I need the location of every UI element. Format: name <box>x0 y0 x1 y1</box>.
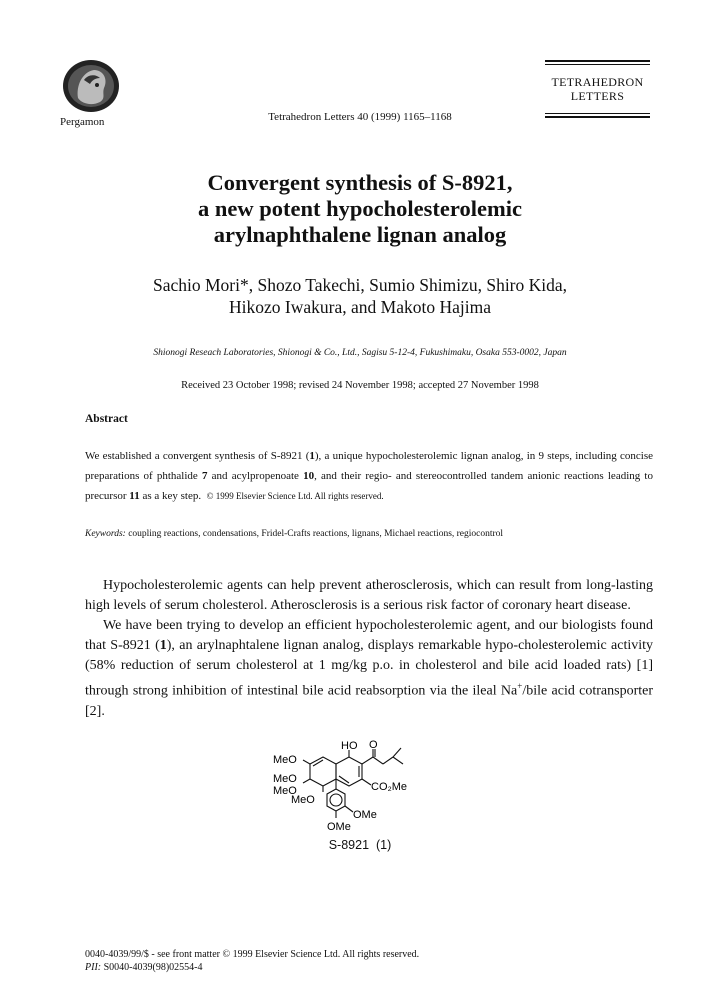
compound-number: (1) <box>375 838 392 852</box>
label-ome: OMe <box>327 821 351 833</box>
authors-line: Sachio Mori*, Shozo Takechi, Sumio Shimizu, Shiro Kida, <box>152 275 568 295</box>
received-dates: Received 23 October 1998; revised 24 November 1998; accepted 27 November 1998 <box>181 380 539 391</box>
journal-name-line1: TETRAHEDRON <box>551 75 644 89</box>
paragraph: We have been trying to develop an efficient hypocholesterolemic agent, and our biologists found that S-8921 (1), an arylnaphtalene lignan analog, displays remarkable hypo-cholesterolemic activity (58% reduction of serum cholesterol at 1 mg/kg p.o. in cholesterol and bile acid loaded rats) [1] through strong inhibition of intestinal bile acid reabsorption via the ileal Na+/bile acid cotransporter [2]. <box>85 618 653 719</box>
body-text <box>85 576 653 722</box>
journal-reference: Tetrahedron Letters 40 (1999) 1165–1168 <box>268 111 452 123</box>
pergamon-logo-icon <box>60 58 122 114</box>
label-meo: MeO <box>273 754 297 766</box>
compound-name: S-8921 <box>328 838 370 852</box>
label-co2me: CO₂Me <box>371 781 408 793</box>
label-o: O <box>369 739 378 751</box>
author-list <box>0 274 720 318</box>
label-meo: MeO <box>273 785 297 797</box>
structure-caption <box>0 838 720 852</box>
label-ome: OMe <box>353 809 377 821</box>
pii-value: S0040-4039(98)02554-4 <box>103 962 203 973</box>
keywords-text: coupling reactions, condensations, Fridel-Crafts reactions, lignans, Michael reactions, regiocontrol <box>128 529 504 539</box>
publisher-name: Pergamon <box>60 116 105 128</box>
footer-copyright: 0040-4039/99/$ - see front matter © 1999 Elsevier Science Ltd. All rights reserved. <box>85 949 420 960</box>
abstract-text: We established a convergent synthesis of S-8921 (1), a unique hypocholesterolemic lignan analog, in 9 steps, including concise preparations of phthalide 7 and acylpropenoate 10, and their regio- and stereocontrolled tandem anionic reactions leading to precursor 11 as a key step. © 1999 Elsevier Science Ltd. All rights reserved. <box>85 450 653 502</box>
authors-line: Hikozo Iwakura, and Makoto Hajima <box>229 297 491 317</box>
journal-name-line2: LETTERS <box>570 89 625 103</box>
title-line: a new potent hypocholesterolemic <box>198 196 522 221</box>
footer-pii <box>85 962 203 973</box>
article-title <box>0 170 720 248</box>
abstract-copyright: © 1999 Elsevier Science Ltd. All rights reserved. <box>206 491 384 501</box>
title-line: Convergent synthesis of S-8921, <box>207 170 513 195</box>
paragraph: Hypocholesterolemic agents can help prevent atherosclerosis, which can result from long-lasting high levels of serum cholesterol. Atherosclerosis is a serious risk factor of coronary heart disease. <box>85 578 653 613</box>
title-line: arylnaphthalene lignan analog <box>213 222 507 247</box>
affiliation: Shionogi Reseach Laboratories, Shionogi & Co., Ltd., Sagisu 5-12-4, Fukushimaku, Osaka 553-0002, Japan <box>153 348 567 358</box>
label-meo: MeO <box>291 794 315 806</box>
label-ho: HO <box>341 740 358 752</box>
label-meo: MeO <box>273 773 297 785</box>
pii-label: PII: <box>85 962 102 973</box>
keywords-label: Keywords: <box>85 529 126 539</box>
journal-masthead <box>545 60 650 120</box>
keywords <box>85 529 653 539</box>
abstract-heading: Abstract <box>85 413 128 425</box>
